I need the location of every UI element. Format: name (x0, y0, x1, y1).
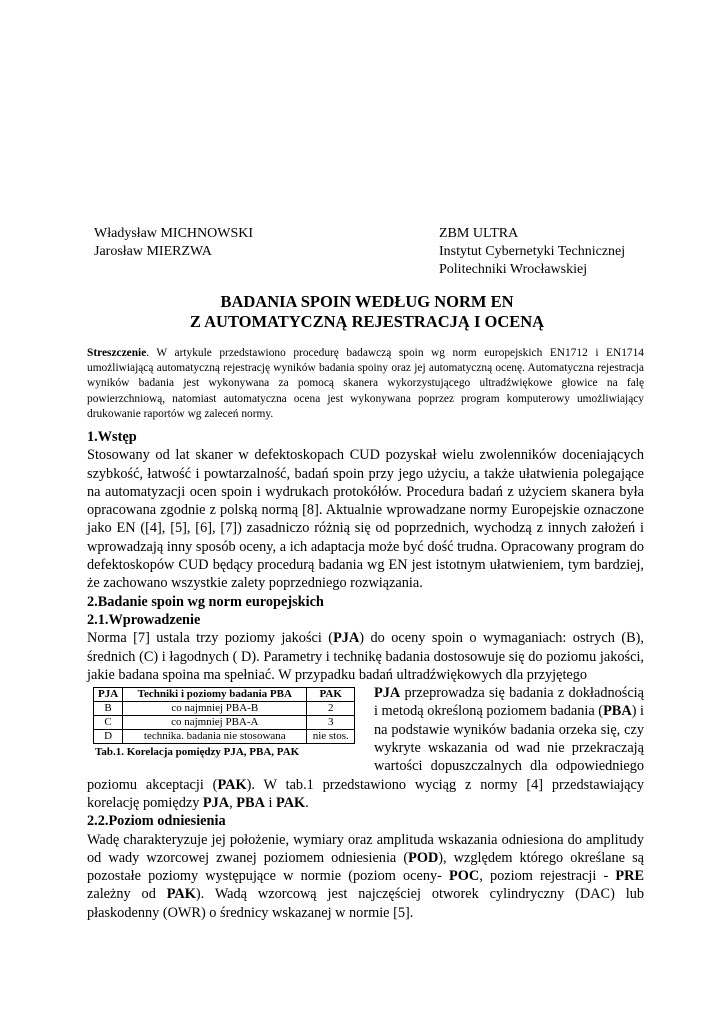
section-2-2-heading: 2.2.Poziom odniesienia (87, 813, 226, 830)
term-pja: PJA (333, 630, 360, 647)
section-2-1-heading: 2.1.Wprowadzenie (87, 611, 201, 628)
text-run: ), względem którego określane są pozostałe poziomy występujące w normie (poziom oceny- (87, 849, 644, 885)
table-cell: 3 (307, 716, 355, 730)
text-run: ) do oceny spoin o wymaganiach: ostrych (B), średnich (C) i łagodnych ( D). Parametry i technikę badania dostosowuje się do poziomu jakości, jakie badana spoina ma spełniać. W przypadku badań ultradźwiękowych dla przyjętego (87, 630, 644, 683)
text-run: ). W tab.1 przedstawiono wyciąg z normy [4] przedstawiający korelację pomiędzy (87, 776, 644, 811)
term-pba: PBA (236, 794, 265, 811)
text-run: Norma [7] ustala trzy poziomy jakości ( (87, 630, 334, 647)
term-pod: POD (408, 849, 439, 866)
table-header: PJA (94, 688, 123, 702)
term-pja: PJA (202, 794, 230, 811)
table-header-row (94, 688, 355, 702)
affiliations (439, 225, 669, 279)
term-pja: PJA (374, 685, 401, 702)
table-cell: C (94, 716, 123, 730)
table-cell: co najmniej PBA-A (123, 716, 307, 730)
text-run: przeprowadza się badania z dokładnością i metodą określoną poziomem badania ( (374, 685, 644, 720)
affiliation-1: ZBM ULTRA (439, 226, 519, 241)
term-pak: PAK (166, 886, 196, 903)
table-cell: B (94, 702, 123, 716)
text-run: . (305, 794, 309, 811)
table-row (94, 702, 355, 716)
affiliation-2: Instytut Cybernetyki Technicznej (439, 244, 626, 259)
table-header: Techniki i poziomy badania PBA (123, 688, 307, 702)
table-cell: D (94, 730, 123, 744)
table-row (94, 730, 355, 744)
author-2: Jarosław MIERZWA (94, 244, 212, 259)
affiliation-3: Politechniki Wrocławskiej (439, 262, 588, 277)
text-run: i (264, 794, 277, 811)
author-1: Władysław MICHNOWSKI (94, 226, 254, 241)
text-run: ) i na podstawie wyników badania orzeka się, czy wykryte wskazania od wad nie przekraczają wartości dopuszczalnych dla odpowiedniego poziomu akceptacji ( (87, 703, 644, 793)
title-line-2: Z AUTOMATYCZNĄ REJESTRACJĄ I OCENĄ (189, 312, 545, 331)
term-pak: PAK (276, 794, 306, 811)
text-run: Wadę charakteryzuje jej położenie, wymiary oraz amplituda wskazania odniesiona do amplitudy od wady wzorcowej zwanej poziomem odniesienia ( (87, 831, 644, 866)
section-2-2-text (87, 831, 644, 922)
table-cell: technika. badania nie stosowana (123, 730, 307, 744)
table-cell: co najmniej PBA-B (123, 702, 307, 716)
table-row (94, 716, 355, 730)
section-2-1-text (87, 629, 644, 684)
text-run: , (229, 794, 237, 811)
paper-title (87, 292, 647, 332)
author-names (94, 225, 394, 261)
text-run: zależny od (87, 886, 167, 903)
text-run: ). Wadą wzorcową jest najczęściej otworek cylindryczny (DAC) lub płaskodenny (OWR) o średnicy wskazanej w normie [5]. (87, 886, 644, 921)
term-pre: PRE (615, 868, 644, 885)
term-pba: PBA (603, 703, 632, 720)
term-poc: POC (449, 868, 480, 885)
table-caption: Tab.1. Korelacja pomiędzy PJA, PBA, PAK (95, 746, 300, 759)
section-1-heading: 1.Wstęp (87, 429, 137, 445)
table-header: PAK (307, 688, 355, 702)
table-figure (87, 687, 364, 759)
section-2-heading: 2.Badanie spoin wg norm europejskich (87, 593, 324, 610)
term-pak: PAK (217, 776, 247, 793)
title-line-1: BADANIA SPOIN WEDŁUG NORM EN (220, 292, 514, 311)
abstract-label: Streszczenie (87, 347, 147, 359)
section-1-text: Stosowany od lat skaner w defektoskopach CUD pozyskał wielu zwolenników doceniających szybkość, łatwość i powtarzalność, badań spoin przy jego użyciu, a także ułatwienia polegające na automatyzacji ocen spoin i wydrukach protokółów. Procedura badań z użyciem skanera była opracowana zgodnie z polską normą [8]. Aktualnie wprowadzane normy Europejskie oznaczone jako EN ([4], [5], [6], [7]) zasadniczo różnią się od poprzednich, wychodzą z innych założeń i wprowadzają inny sposób oceny, a ich adaptacja może być dość trudna. Opracowany program do defektoskopów CUD będący procedurą badania wg EN jest istotnym ułatwieniem, tym bardziej, że zachowano wszystkie zalety poprzedniego rozwiązania. (87, 447, 644, 592)
abstract (87, 346, 644, 422)
table-cell: 2 (307, 702, 355, 716)
correlation-table (93, 687, 355, 744)
text-run: , poziom rejestracji - (479, 868, 616, 885)
paper-body (87, 428, 644, 922)
table-cell: nie stos. (307, 730, 355, 744)
abstract-text: . W artykule przedstawiono procedurę badawczą spoin wg norm europejskich EN1712 i EN1714 umożliwiającą automatyczną rejestrację wyników badania spoiny oraz jej automatyczną ocenę. Automatyczna rejestracja wyników badania jest wykonywana za pomocą skanera wykorzystującego ultradźwiękowe głowice na falę powierzchniową, natomiast automatyczna ocena jest wykonywana poprzez program komputerowy umożliwiający drukowanie raportów wg zaleceń normy. (87, 347, 644, 420)
